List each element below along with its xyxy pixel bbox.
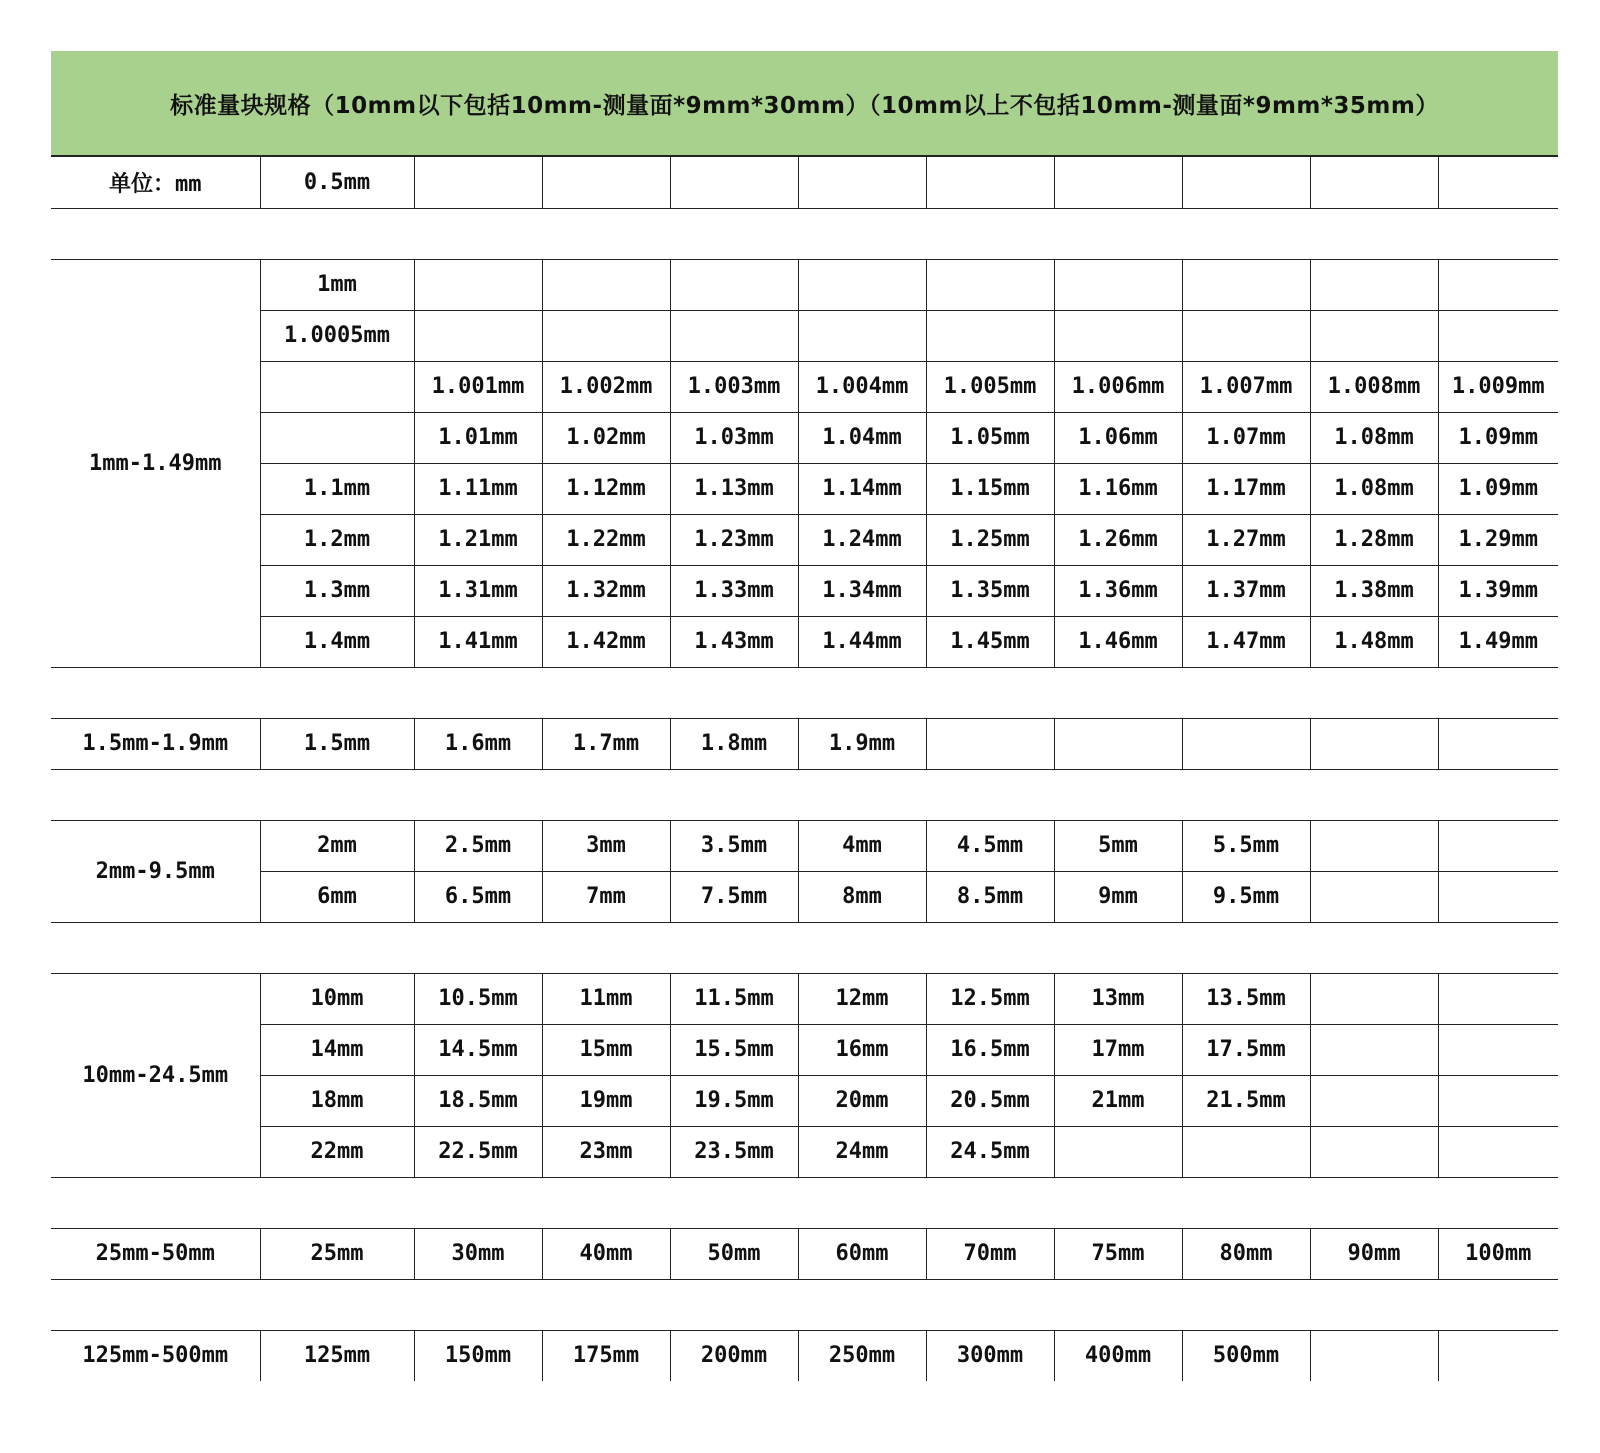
table-cell: 1.004mm (798, 361, 926, 412)
table-cell: 21mm (1054, 1075, 1182, 1126)
table-cell (1310, 310, 1438, 361)
table-cell: 1.001mm (414, 361, 542, 412)
section-label: 2mm-9.5mm (51, 820, 260, 922)
table-cell: 1.003mm (670, 361, 798, 412)
spacer-row (51, 667, 1558, 718)
table-cell (926, 310, 1054, 361)
table-cell (1054, 1126, 1182, 1177)
table-cell: 300mm (926, 1330, 1054, 1381)
table-cell: 19mm (542, 1075, 670, 1126)
table-cell: 1.41mm (414, 616, 542, 667)
table-cell: 9.5mm (1182, 871, 1310, 922)
table-cell: 5.5mm (1182, 820, 1310, 871)
table-cell: 1.32mm (542, 565, 670, 616)
table-cell: 1.29mm (1438, 514, 1558, 565)
section-label: 10mm-24.5mm (51, 973, 260, 1177)
spec-sheet (51, 51, 1558, 1381)
table-cell (260, 412, 414, 463)
table-cell: 1.0005mm (260, 310, 414, 361)
table-row (51, 1228, 1558, 1279)
table-cell: 1.009mm (1438, 361, 1558, 412)
table-cell: 23mm (542, 1126, 670, 1177)
table-row (51, 514, 1558, 565)
table-cell (414, 157, 542, 208)
table-cell: 8.5mm (926, 871, 1054, 922)
table-row (51, 1075, 1558, 1126)
table-cell (414, 259, 542, 310)
table-row (51, 310, 1558, 361)
table-cell (1182, 1126, 1310, 1177)
section-label: 1.5mm-1.9mm (51, 718, 260, 769)
table-row (51, 718, 1558, 769)
table-cell: 23.5mm (670, 1126, 798, 1177)
table-cell (1310, 1075, 1438, 1126)
table-cell (1438, 259, 1558, 310)
table-cell (798, 157, 926, 208)
table-cell: 1.08mm (1310, 463, 1438, 514)
table-cell: 8mm (798, 871, 926, 922)
table-row (51, 412, 1558, 463)
table-cell (414, 310, 542, 361)
table-cell: 1.42mm (542, 616, 670, 667)
table-cell (926, 718, 1054, 769)
table-cell: 1.01mm (414, 412, 542, 463)
table-cell: 1.43mm (670, 616, 798, 667)
table-row (51, 820, 1558, 871)
table-cell: 60mm (798, 1228, 926, 1279)
table-cell: 1.47mm (1182, 616, 1310, 667)
table-cell: 3mm (542, 820, 670, 871)
table-cell (670, 157, 798, 208)
table-cell: 4.5mm (926, 820, 1054, 871)
table-cell: 1.4mm (260, 616, 414, 667)
table-cell: 30mm (414, 1228, 542, 1279)
table-cell (1310, 259, 1438, 310)
table-cell (1438, 1330, 1558, 1381)
table-cell: 1.2mm (260, 514, 414, 565)
table-cell: 1.13mm (670, 463, 798, 514)
table-cell: 1.15mm (926, 463, 1054, 514)
table-cell (1438, 871, 1558, 922)
table-cell: 22.5mm (414, 1126, 542, 1177)
table-cell: 17mm (1054, 1024, 1182, 1075)
table-cell: 0.5mm (260, 157, 414, 208)
table-cell: 18mm (260, 1075, 414, 1126)
table-cell: 100mm (1438, 1228, 1558, 1279)
table-cell: 1.02mm (542, 412, 670, 463)
table-cell: 1.34mm (798, 565, 926, 616)
table-row (51, 259, 1558, 310)
table-cell: 3.5mm (670, 820, 798, 871)
table-cell: 1.002mm (542, 361, 670, 412)
table-row (51, 973, 1558, 1024)
table-cell: 6.5mm (414, 871, 542, 922)
table-cell: 1.48mm (1310, 616, 1438, 667)
table-cell: 1.1mm (260, 463, 414, 514)
table-row (51, 616, 1558, 667)
table-cell: 1.24mm (798, 514, 926, 565)
table-cell (542, 310, 670, 361)
table-cell (260, 361, 414, 412)
table-cell (1054, 157, 1182, 208)
table-cell: 1.44mm (798, 616, 926, 667)
table-cell (1310, 973, 1438, 1024)
table-cell (798, 310, 926, 361)
table-cell (1054, 310, 1182, 361)
table-cell: 14mm (260, 1024, 414, 1075)
table-row (51, 463, 1558, 514)
table-row (51, 361, 1558, 412)
table-cell (1438, 973, 1558, 1024)
table-cell: 200mm (670, 1330, 798, 1381)
table-cell: 40mm (542, 1228, 670, 1279)
table-cell (1310, 1024, 1438, 1075)
table-cell: 25mm (260, 1228, 414, 1279)
table-cell: 20.5mm (926, 1075, 1054, 1126)
table-cell (1182, 157, 1310, 208)
spacer-row (51, 922, 1558, 973)
table-cell: 5mm (1054, 820, 1182, 871)
table-cell: 16mm (798, 1024, 926, 1075)
table-cell: 90mm (1310, 1228, 1438, 1279)
table-cell (1438, 157, 1558, 208)
table-cell: 1.007mm (1182, 361, 1310, 412)
spacer-cell (51, 769, 1558, 820)
table-cell: 1.26mm (1054, 514, 1182, 565)
table-cell: 19.5mm (670, 1075, 798, 1126)
table-cell (1438, 1075, 1558, 1126)
table-cell: 1.05mm (926, 412, 1054, 463)
table-cell: 400mm (1054, 1330, 1182, 1381)
spacer-cell (51, 667, 1558, 718)
table-cell: 1.39mm (1438, 565, 1558, 616)
table-cell: 1.35mm (926, 565, 1054, 616)
table-cell: 11.5mm (670, 973, 798, 1024)
table-cell (798, 259, 926, 310)
table-cell: 50mm (670, 1228, 798, 1279)
table-cell: 1.09mm (1438, 412, 1558, 463)
table-cell (1310, 1330, 1438, 1381)
table-cell: 125mm (260, 1330, 414, 1381)
table-cell: 1.5mm (260, 718, 414, 769)
spacer-cell (51, 1177, 1558, 1228)
table-cell: 1.36mm (1054, 565, 1182, 616)
table-cell: 13.5mm (1182, 973, 1310, 1024)
table-cell: 1.27mm (1182, 514, 1310, 565)
table-cell: 1.25mm (926, 514, 1054, 565)
table-cell: 1.11mm (414, 463, 542, 514)
table-row (51, 1126, 1558, 1177)
spacer-row (51, 769, 1558, 820)
section-label: 125mm-500mm (82, 1343, 229, 1369)
table-cell: 1.006mm (1054, 361, 1182, 412)
table-row (51, 1024, 1558, 1075)
table-cell (926, 259, 1054, 310)
table-cell: 150mm (414, 1330, 542, 1381)
table-cell: 12mm (798, 973, 926, 1024)
sheet-title: 标准量块规格（10mm以下包括10mm-测量面*9mm*30mm）（10mm以上不包括10mm-测量面*9mm*35mm） (51, 51, 1558, 157)
table-cell (1054, 718, 1182, 769)
table-cell: 75mm (1054, 1228, 1182, 1279)
table-cell (1054, 259, 1182, 310)
table-row (51, 565, 1558, 616)
table-cell: 15.5mm (670, 1024, 798, 1075)
table-cell: 15mm (542, 1024, 670, 1075)
section-label: 25mm-50mm (51, 1228, 260, 1279)
table-cell: 7mm (542, 871, 670, 922)
table-cell: 24mm (798, 1126, 926, 1177)
table-cell: 1.06mm (1054, 412, 1182, 463)
spacer-cell (51, 922, 1558, 973)
spacer-row (51, 1279, 1558, 1330)
table-cell (670, 259, 798, 310)
table-cell: 1.09mm (1438, 463, 1558, 514)
gauge-block-table (51, 157, 1558, 1381)
table-cell: 1.7mm (542, 718, 670, 769)
table-row (51, 871, 1558, 922)
table-cell: 22mm (260, 1126, 414, 1177)
spacer-row (51, 208, 1558, 259)
table-cell: 4mm (798, 820, 926, 871)
table-cell: 2.5mm (414, 820, 542, 871)
table-cell: 10mm (260, 973, 414, 1024)
table-cell: 1.8mm (670, 718, 798, 769)
table-row (51, 157, 1558, 208)
table-cell: 1.12mm (542, 463, 670, 514)
table-cell: 1.08mm (1310, 412, 1438, 463)
table-cell (1438, 718, 1558, 769)
table-cell: 1.22mm (542, 514, 670, 565)
table-cell (1310, 871, 1438, 922)
table-cell: 18.5mm (414, 1075, 542, 1126)
table-cell: 80mm (1182, 1228, 1310, 1279)
table-cell: 11mm (542, 973, 670, 1024)
table-cell: 70mm (926, 1228, 1054, 1279)
table-cell (1182, 310, 1310, 361)
table-cell: 10.5mm (414, 973, 542, 1024)
spacer-cell (51, 208, 1558, 259)
table-cell: 20mm (798, 1075, 926, 1126)
table-cell (1438, 1126, 1558, 1177)
table-cell: 1.005mm (926, 361, 1054, 412)
table-cell: 1.008mm (1310, 361, 1438, 412)
table-cell: 500mm (1182, 1330, 1310, 1381)
table-cell: 1.03mm (670, 412, 798, 463)
section-label: 单位：mm (51, 157, 260, 208)
spacer-row (51, 1177, 1558, 1228)
table-cell (1310, 820, 1438, 871)
table-cell: 1.04mm (798, 412, 926, 463)
table-cell: 1.17mm (1182, 463, 1310, 514)
table-cell: 1mm (260, 259, 414, 310)
table-cell: 175mm (542, 1330, 670, 1381)
table-cell: 16.5mm (926, 1024, 1054, 1075)
table-cell: 1.46mm (1054, 616, 1182, 667)
table-cell: 14.5mm (414, 1024, 542, 1075)
table-cell: 1.07mm (1182, 412, 1310, 463)
table-cell (542, 157, 670, 208)
table-cell: 1.28mm (1310, 514, 1438, 565)
table-cell: 1.49mm (1438, 616, 1558, 667)
table-cell: 1.3mm (260, 565, 414, 616)
table-cell (926, 157, 1054, 208)
table-cell: 17.5mm (1182, 1024, 1310, 1075)
table-cell: 21.5mm (1182, 1075, 1310, 1126)
table-cell (1438, 1024, 1558, 1075)
table-cell: 1.16mm (1054, 463, 1182, 514)
table-cell: 250mm (798, 1330, 926, 1381)
table-cell: 9mm (1054, 871, 1182, 922)
spacer-cell (51, 1279, 1558, 1330)
table-cell (1182, 718, 1310, 769)
table-cell: 6mm (260, 871, 414, 922)
table-cell: 1.23mm (670, 514, 798, 565)
table-cell: 1.14mm (798, 463, 926, 514)
table-row (51, 1330, 1558, 1381)
table-cell (542, 259, 670, 310)
table-cell: 1.31mm (414, 565, 542, 616)
table-cell (1438, 820, 1558, 871)
table-cell: 1.9mm (798, 718, 926, 769)
table-cell: 1.38mm (1310, 565, 1438, 616)
table-cell: 1.21mm (414, 514, 542, 565)
table-cell: 1.33mm (670, 565, 798, 616)
table-cell: 1.45mm (926, 616, 1054, 667)
section-label: 1mm-1.49mm (51, 259, 260, 667)
table-cell: 1.6mm (414, 718, 542, 769)
table-cell: 2mm (260, 820, 414, 871)
table-cell (1438, 310, 1558, 361)
table-cell: 24.5mm (926, 1126, 1054, 1177)
table-cell (1310, 1126, 1438, 1177)
table-cell: 12.5mm (926, 973, 1054, 1024)
table-cell: 13mm (1054, 973, 1182, 1024)
table-cell (1310, 157, 1438, 208)
table-cell (1310, 718, 1438, 769)
table-cell (1182, 259, 1310, 310)
table-cell (670, 310, 798, 361)
table-cell: 1.37mm (1182, 565, 1310, 616)
table-cell: 7.5mm (670, 871, 798, 922)
